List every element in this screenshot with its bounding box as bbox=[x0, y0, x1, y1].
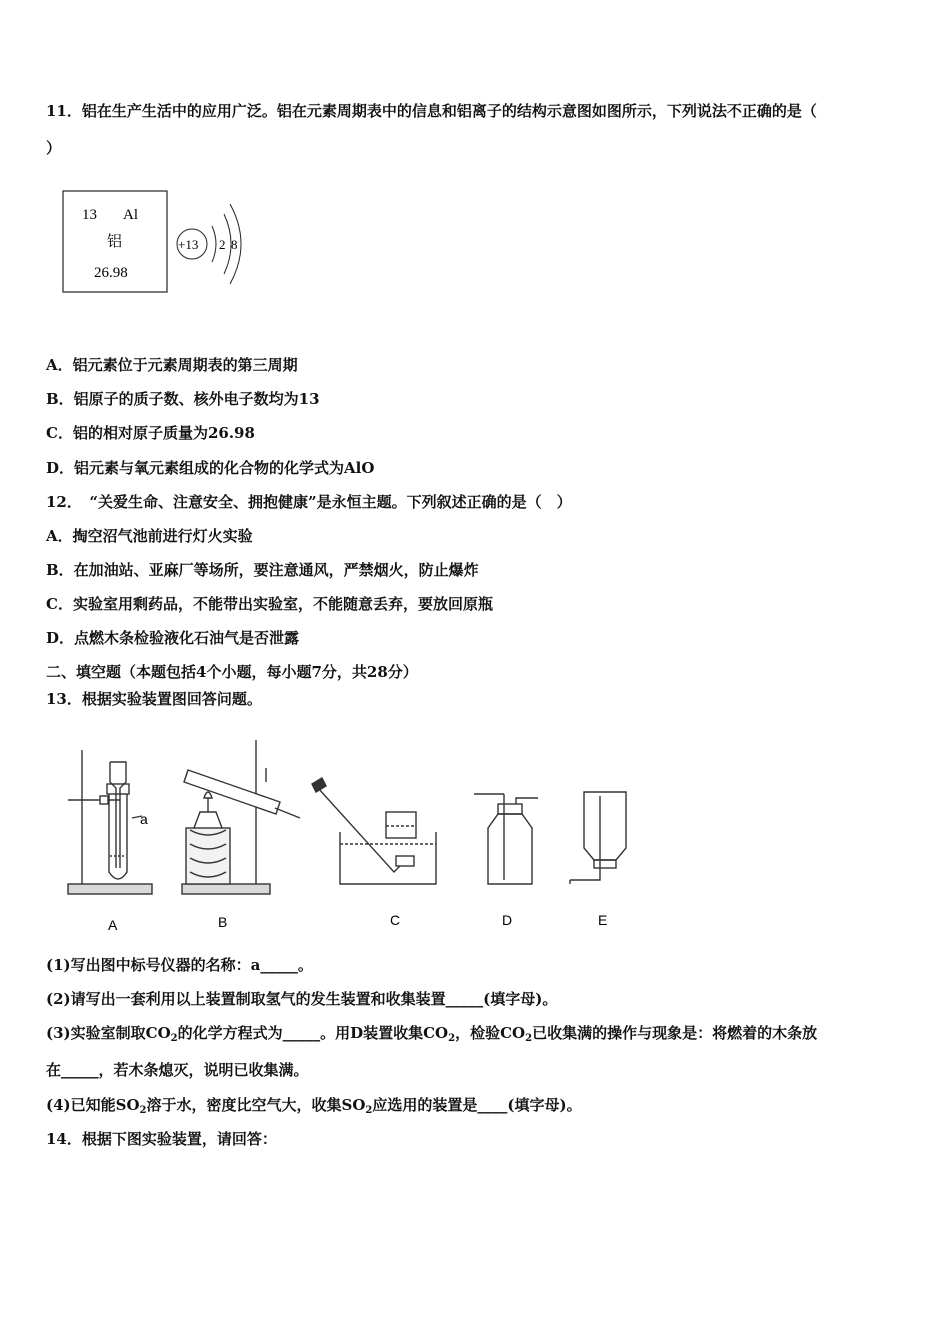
apparatus-figure bbox=[60, 732, 650, 938]
atomic-mass: 26.98 bbox=[94, 265, 128, 281]
apparatus-e bbox=[570, 792, 626, 884]
shell2-electrons: 8 bbox=[231, 237, 238, 252]
q13-part-4: (4)已知能$SO_2$溶于水，密度比空气大，收集$SO_2$应选用的装置是____(填字母)。 bbox=[46, 1096, 582, 1116]
q12-option-b: B．在加油站、亚麻厂等场所，要注意通风，严禁烟火，防止爆炸 bbox=[46, 561, 479, 579]
aluminum-figure bbox=[60, 188, 260, 298]
apparatus-label-e: E bbox=[598, 912, 608, 928]
q13-part-3-line2: 在_____，若木条熄灭，说明已收集满。 bbox=[46, 1061, 309, 1079]
q11-stem-end: ） bbox=[46, 139, 62, 157]
q12-option-c: C．实验室用剩药品，不能带出实验室，不能随意丢弃，要放回原瓶 bbox=[46, 595, 493, 613]
q14-stem: 14．根据下图实验装置，请回答： bbox=[46, 1130, 277, 1148]
section-heading: 二、填空题（本题包括4个小题，每小题7分，共28分） bbox=[46, 663, 418, 681]
q11-option-b: B．铝原子的质子数、核外电子数均为13 bbox=[46, 390, 320, 408]
nucleus-charge: +13 bbox=[178, 237, 199, 252]
q11-stem: 11．铝在生产生活中的应用广泛。铝在元素周期表中的信息和铝离子的结构示意图如图所示，下列说法不正确的是（ bbox=[46, 102, 817, 120]
element-name: 铝 bbox=[107, 234, 123, 250]
apparatus-c bbox=[312, 778, 436, 884]
q13-part-1: (1)写出图中标号仪器的名称：a_____。 bbox=[46, 956, 313, 974]
q11-option-c: C．铝的相对原子质量为26.98 bbox=[46, 424, 255, 442]
shell1-electrons: 2 bbox=[219, 237, 226, 252]
apparatus-label-a: A bbox=[108, 917, 118, 933]
q11-option-a: A．铝元素位于元素周期表的第三周期 bbox=[46, 356, 298, 374]
tube-label-a: a bbox=[140, 811, 148, 827]
apparatus-b bbox=[182, 740, 300, 894]
element-symbol: Al bbox=[123, 207, 138, 223]
apparatus-label-d: D bbox=[502, 912, 513, 928]
electron-shell-1 bbox=[212, 226, 216, 262]
apparatus-d bbox=[474, 794, 538, 884]
q13-stem: 13．根据实验装置图回答问题。 bbox=[46, 690, 262, 708]
q11-option-d: D．铝元素与氧元素组成的化合物的化学式为AlO bbox=[46, 459, 375, 477]
apparatus-label-b: B bbox=[218, 914, 228, 930]
q12-option-d: D．点燃木条检验液化石油气是否泄露 bbox=[46, 629, 300, 647]
q13-part-2: (2)请写出一套利用以上装置制取氢气的发生装置和收集装置_____(填字母)。 bbox=[46, 990, 558, 1008]
q12-stem: 12． “关爱生命、注意安全、拥抱健康”是永恒主题。下列叙述正确的是（ ） bbox=[46, 493, 572, 511]
q12-option-a: A．掏空沼气池前进行灯火实验 bbox=[46, 527, 253, 545]
atomic-number: 13 bbox=[82, 207, 97, 223]
q13-part-3: (3)实验室制取$CO_2$的化学方程式为_____。用D装置收集$CO_2$，检验$CO_2$已收集满的操作与现象是：将燃着的木条放 bbox=[46, 1024, 818, 1044]
apparatus-label-c: C bbox=[390, 912, 401, 928]
